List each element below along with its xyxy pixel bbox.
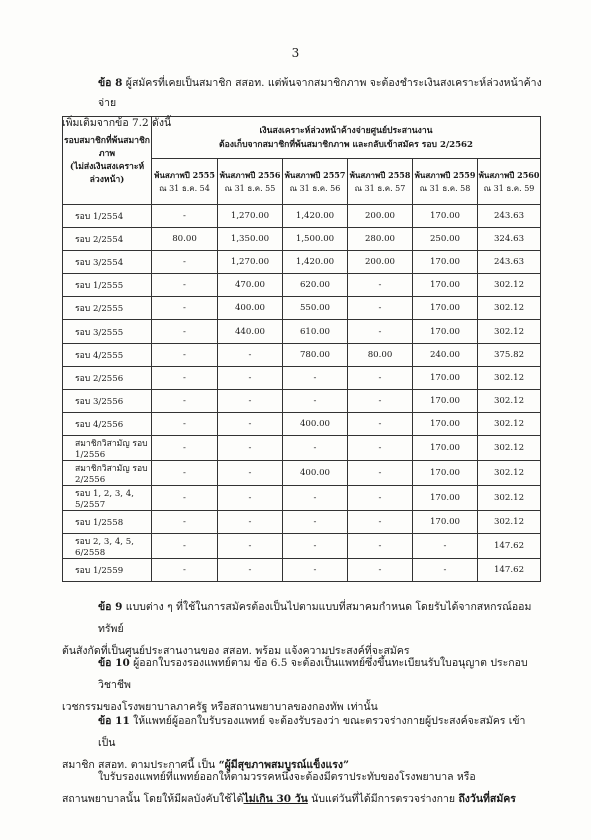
fee-cell: 170.00 <box>413 510 478 533</box>
round-label: รอบ 1/2558 <box>63 510 152 533</box>
fee-cell: - <box>283 366 348 389</box>
fee-cell: 170.00 <box>413 389 478 412</box>
round-label: รอบ 2, 3, 4, 5, 6/2558 <box>63 534 152 559</box>
clause-9-head: ข้อ 9 <box>98 601 123 613</box>
year-date: ณ 31 ธ.ค. 59 <box>483 183 535 193</box>
round-label: รอบ 2/2554 <box>63 228 152 251</box>
fee-cell: 780.00 <box>283 343 348 366</box>
clause-12-text1: ใบรับรองแพทย์ที่แพทย์ออกให้ตามวรรคหนึ่งจะต้องมีตราประทับของโรงพยาบาล หรือ <box>98 771 476 783</box>
fee-cell: 302.12 <box>478 389 541 412</box>
fee-table <box>62 116 541 582</box>
year-date: ณ 31 ธ.ค. 57 <box>354 183 406 193</box>
fee-cell: 170.00 <box>413 435 478 460</box>
fee-cell: 170.00 <box>413 251 478 274</box>
fee-cell: 1,270.00 <box>218 251 283 274</box>
fee-cell: - <box>152 485 218 510</box>
round-label: รอบ 2/2555 <box>63 297 152 320</box>
fee-cell: - <box>283 389 348 412</box>
table-row <box>63 366 541 389</box>
fee-cell: - <box>218 559 283 582</box>
fee-cell: 280.00 <box>348 228 413 251</box>
fee-cell: 147.62 <box>478 534 541 559</box>
year-header <box>413 159 478 205</box>
fee-cell: - <box>348 510 413 533</box>
year-header <box>218 159 283 205</box>
fee-cell: - <box>348 435 413 460</box>
fee-cell: 620.00 <box>283 274 348 297</box>
fee-cell: - <box>218 534 283 559</box>
fee-cell: - <box>152 297 218 320</box>
fee-cell: - <box>348 485 413 510</box>
year-label: พ้นสภาพปี 2558 <box>349 169 411 180</box>
table-row <box>63 205 541 228</box>
fee-cell: - <box>218 435 283 460</box>
fee-cell: - <box>348 320 413 343</box>
fee-cell: 1,420.00 <box>283 251 348 274</box>
clause-12-text2d: ถึงวันที่สมัคร <box>458 793 516 805</box>
fee-cell: - <box>218 389 283 412</box>
round-label: รอบ 3/2554 <box>63 251 152 274</box>
fee-cell: - <box>218 343 283 366</box>
table-row <box>63 435 541 460</box>
clause-11-text2a: สมาชิก สสอท. ตามประกาศนี้ เป็น <box>62 759 216 771</box>
fee-cell: 302.12 <box>478 460 541 485</box>
table-row <box>63 297 541 320</box>
fee-cell: 302.12 <box>478 435 541 460</box>
fee-cell: - <box>218 366 283 389</box>
year-date: ณ 31 ธ.ค. 55 <box>224 183 276 193</box>
fee-cell: - <box>348 534 413 559</box>
table-row <box>63 343 541 366</box>
fee-cell: - <box>413 534 478 559</box>
round-label: สมาชิกวิสามัญ รอบ 1/2556 <box>63 435 152 460</box>
table-row <box>63 389 541 412</box>
top-header: เงินสงเคราะห์ล่วงหน้าค้างจ่ายศูนย์ประสานงาน ต้องเก็บจากสมาชิกที่พ้นสมาชิกภาพ และกลับเข้าสมัคร รอบ 2/2562 <box>152 117 541 159</box>
fee-cell: - <box>152 251 218 274</box>
fee-cell: 470.00 <box>218 274 283 297</box>
clause-8-line1: ผู้สมัครที่เคยเป็นสมาชิก สสอท. แต่พ้นจากสมาชิกภาพ จะต้องชำระเงินสงเคราะห์ล่วงหน้าค้างจ่าย <box>98 77 542 109</box>
fee-cell: - <box>413 559 478 582</box>
year-header <box>283 159 348 205</box>
clause-8-head: ข้อ 8 <box>98 77 123 89</box>
clause-12-text2c: นับแต่วันที่ได้มีการตรวจร่างกาย <box>311 793 456 805</box>
fee-cell: - <box>218 510 283 533</box>
fee-cell: 250.00 <box>413 228 478 251</box>
fee-cell: 200.00 <box>348 205 413 228</box>
round-label: รอบ 1/2554 <box>63 205 152 228</box>
fee-cell: 375.82 <box>478 343 541 366</box>
table-row <box>63 485 541 510</box>
clause-10-head: ข้อ 10 <box>98 657 130 669</box>
fee-cell: 302.12 <box>478 366 541 389</box>
fee-cell: - <box>283 559 348 582</box>
fee-cell: - <box>218 412 283 435</box>
round-label: รอบ 3/2555 <box>63 320 152 343</box>
table-row <box>63 510 541 533</box>
fee-cell: - <box>152 559 218 582</box>
fee-cell: - <box>283 485 348 510</box>
year-label: พ้นสภาพปี 2556 <box>219 169 281 180</box>
fee-cell: 170.00 <box>413 297 478 320</box>
round-label: รอบ 2/2556 <box>63 366 152 389</box>
table-row <box>63 251 541 274</box>
fee-cell: - <box>348 366 413 389</box>
table-row <box>63 274 541 297</box>
clause-12-text2a: สถานพยาบาลนั้น โดยให้มีผลบังคับใช้ได้ <box>62 793 244 805</box>
fee-cell: 400.00 <box>283 460 348 485</box>
fee-cell: 302.12 <box>478 510 541 533</box>
round-label: รอบ 1/2559 <box>63 559 152 582</box>
clause-9-text2: ต้นสังกัดที่เป็นศูนย์ประสานงานของ สสอท. พร้อม แจ้งความประสงค์ที่จะสมัคร <box>62 645 410 657</box>
fee-cell: 170.00 <box>413 320 478 343</box>
clause-11-para2 <box>62 766 542 810</box>
fee-cell: 550.00 <box>283 297 348 320</box>
year-label: พ้นสภาพปี 2555 <box>154 169 215 180</box>
year-date: ณ 31 ธ.ค. 54 <box>159 183 210 193</box>
clause-10-text1: ผู้ออกใบรองรองแพทย์ตาม ข้อ 6.5 จะต้องเป็นแพทย์ซึ่งขึ้นทะเบียนรับใบอนุญาต ประกอบวิชาชีพ <box>98 657 528 691</box>
round-label: รอบ 1/2555 <box>63 274 152 297</box>
fee-cell: - <box>283 510 348 533</box>
table-row <box>63 534 541 559</box>
fee-cell: 147.62 <box>478 559 541 582</box>
fee-cell: - <box>348 274 413 297</box>
fee-cell: - <box>348 297 413 320</box>
fee-cell: - <box>152 343 218 366</box>
fee-cell: 80.00 <box>152 228 218 251</box>
fee-cell: 1,270.00 <box>218 205 283 228</box>
fee-cell: 302.12 <box>478 485 541 510</box>
year-header <box>348 159 413 205</box>
fee-cell: - <box>152 205 218 228</box>
fee-cell: 243.63 <box>478 205 541 228</box>
round-label: รอบ 3/2556 <box>63 389 152 412</box>
fee-cell: - <box>152 389 218 412</box>
table-row <box>63 412 541 435</box>
page-number: 3 <box>291 46 300 60</box>
year-label: พ้นสภาพปี 2559 <box>414 169 476 180</box>
fee-cell: - <box>152 412 218 435</box>
fee-cell: - <box>152 274 218 297</box>
clause-11-head: ข้อ 11 <box>98 715 130 727</box>
table-row <box>63 320 541 343</box>
clause-10 <box>62 652 542 718</box>
clause-12-days: ไม่เกิน 30 วัน <box>243 793 308 805</box>
round-label: สมาชิกวิสามัญ รอบ 2/2556 <box>63 460 152 485</box>
fee-cell: 170.00 <box>413 205 478 228</box>
year-date: ณ 31 ธ.ค. 56 <box>289 183 341 193</box>
fee-cell: - <box>348 412 413 435</box>
fee-cell: - <box>218 485 283 510</box>
table-row <box>63 559 541 582</box>
fee-cell: 1,420.00 <box>283 205 348 228</box>
year-date: ณ 31 ธ.ค. 58 <box>419 183 471 193</box>
fee-cell: - <box>348 559 413 582</box>
fee-cell: - <box>218 460 283 485</box>
fee-cell: - <box>348 460 413 485</box>
year-header <box>478 159 541 205</box>
left-header: รอบสมาชิกที่พ้นสมาชิกภาพ (ไม่ส่งเงินสงเคราะห์ ล่วงหน้า) <box>63 117 152 205</box>
fee-cell: 400.00 <box>283 412 348 435</box>
clause-10-text2: เวชกรรมของโรงพยาบาลภาครัฐ หรือสถานพยาบาลของกองทัพ เท่านั้น <box>62 701 378 713</box>
fee-cell: 240.00 <box>413 343 478 366</box>
fee-cell: 243.63 <box>478 251 541 274</box>
fee-cell: 324.63 <box>478 228 541 251</box>
fee-cell: 200.00 <box>348 251 413 274</box>
round-label: รอบ 4/2556 <box>63 412 152 435</box>
fee-cell: 610.00 <box>283 320 348 343</box>
fee-cell: 170.00 <box>413 412 478 435</box>
fee-cell: 302.12 <box>478 297 541 320</box>
fee-cell: 400.00 <box>218 297 283 320</box>
fee-cell: 80.00 <box>348 343 413 366</box>
fee-cell: 170.00 <box>413 366 478 389</box>
clause-11-text1: ให้แพทย์ผู้ออกใบรับรองแพทย์ จะต้องรับรองว่า ขณะตรวจร่างกายผู้ประสงค์จะสมัคร เข้าเป็น <box>98 715 526 749</box>
table-row <box>63 228 541 251</box>
fee-cell: 170.00 <box>413 274 478 297</box>
fee-cell: 302.12 <box>478 320 541 343</box>
clause-8-line2: เพิ่มเติมจากข้อ 7.2 ดังนี้ <box>62 117 172 129</box>
fee-cell: - <box>152 510 218 533</box>
fee-cell: 302.12 <box>478 412 541 435</box>
clause-11-healthy: “ผู้มีสุขภาพสมบูรณ์แข็งแรง” <box>218 759 350 771</box>
round-label: รอบ 4/2555 <box>63 343 152 366</box>
fee-cell: - <box>152 435 218 460</box>
fee-cell: - <box>152 534 218 559</box>
round-label: รอบ 1, 2, 3, 4, 5/2557 <box>63 485 152 510</box>
year-header <box>152 159 218 205</box>
clause-9-text1: แบบต่าง ๆ ที่ใช้ในการสมัครต้องเป็นไปตามแบบที่สมาคมกำหนด โดยรับได้จากสหกรณ์ออมทรัพย์ <box>98 601 532 635</box>
fee-cell: 302.12 <box>478 274 541 297</box>
fee-cell: - <box>152 320 218 343</box>
fee-cell: 440.00 <box>218 320 283 343</box>
fee-cell: - <box>152 366 218 389</box>
fee-cell: - <box>152 460 218 485</box>
table-row <box>63 460 541 485</box>
fee-cell: 170.00 <box>413 485 478 510</box>
fee-cell: - <box>283 534 348 559</box>
fee-cell: 1,350.00 <box>218 228 283 251</box>
fee-cell: - <box>348 389 413 412</box>
fee-cell: 170.00 <box>413 460 478 485</box>
year-label: พ้นสภาพปี 2560 <box>478 169 540 180</box>
year-label: พ้นสภาพปี 2557 <box>284 169 346 180</box>
fee-cell: - <box>283 435 348 460</box>
fee-cell: 1,500.00 <box>283 228 348 251</box>
